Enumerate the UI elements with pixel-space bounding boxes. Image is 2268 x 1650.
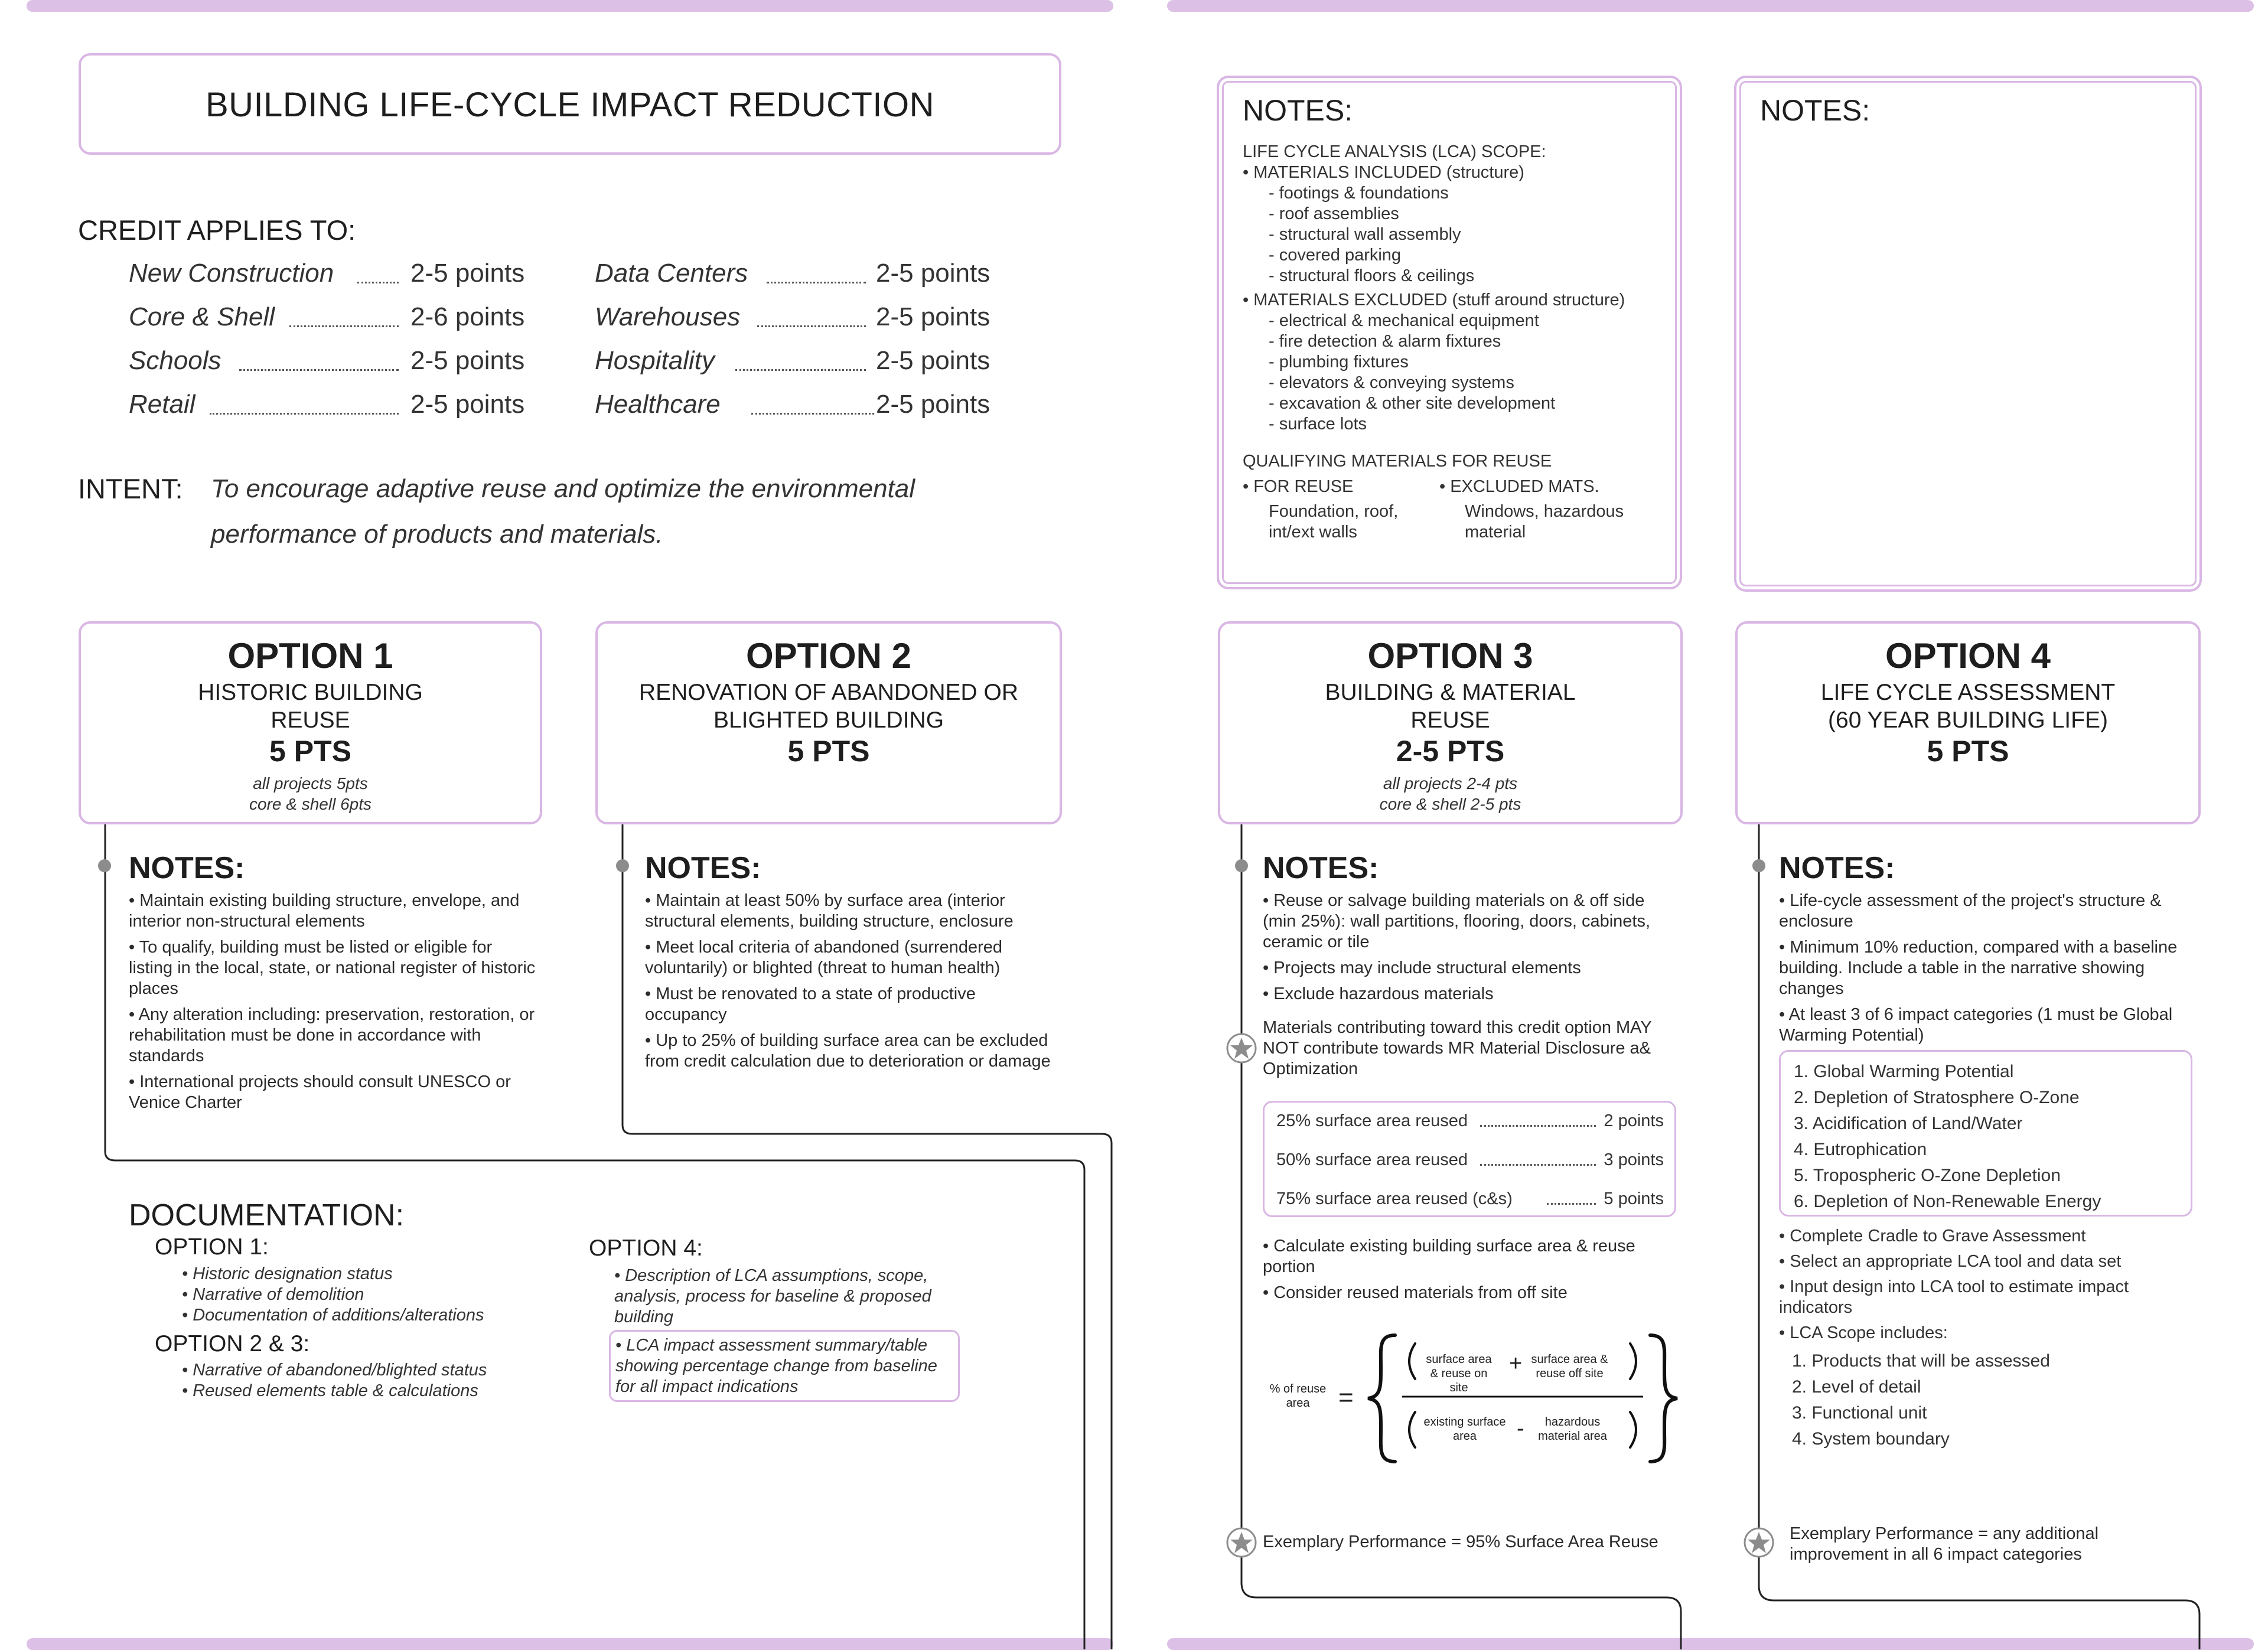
note-item: • Maintain existing building structure, envelope, and interior non-structural elements <box>129 891 520 931</box>
note-item: • Life-cycle assessment of the project's structure & enclosure <box>1779 891 2162 931</box>
project-type: Retail <box>129 390 195 419</box>
excluded-title: • MATERIALS EXCLUDED (stuff around structure) <box>1243 291 1625 309</box>
option-points-detail: all projects 2-4 pts <box>1383 774 1518 793</box>
option-heading: OPTION 4 <box>1885 636 2051 676</box>
formula-minus: - <box>1517 1416 1524 1441</box>
list-item: 3. Acidification of Land/Water <box>1794 1114 2023 1133</box>
option-3-notes-2 <box>1263 1236 1676 1309</box>
leader-dots <box>357 282 399 283</box>
formula-braces <box>1363 1331 1682 1466</box>
note-item: • Minimum 10% reduction, compared with a baseline building. Include a table in the narrative showing changes <box>1779 938 2178 998</box>
list-item: - surface lots <box>1269 415 1367 433</box>
project-type: Data Centers <box>595 259 748 288</box>
intent-label: INTENT: <box>78 473 183 504</box>
note-item: • At least 3 of 6 impact categories (1 must be Global Warming Potential) <box>1779 1005 2173 1045</box>
list-item: • Historic designation status <box>182 1264 393 1283</box>
list-item: 1. Products that will be assessed <box>1792 1351 2050 1371</box>
doc-option-4-highlight <box>609 1330 960 1402</box>
list-item: 2. Depletion of Stratosphere O-Zone <box>1794 1088 2080 1107</box>
page-title: BUILDING LIFE-CYCLE IMPACT REDUCTION <box>205 86 935 124</box>
list-item: 1. Global Warming Potential <box>1794 1062 2014 1081</box>
note-item: • Any alteration including: preservation, restoration, or rehabilitation must be done in accordance with standards <box>129 1005 535 1065</box>
exemplary-performance: Exemplary Performance = 95% Surface Area Reuse <box>1263 1532 1658 1551</box>
option-3-notes <box>1263 853 1664 1085</box>
option-heading: OPTION 1 <box>227 636 393 676</box>
leader-dots <box>757 325 866 327</box>
doc-option-23-label: OPTION 2 & 3: <box>155 1331 310 1356</box>
table-row: 25% surface area reused 2 points <box>1276 1111 1664 1130</box>
excluded-mats-text: Windows, hazardous material <box>1465 502 1624 542</box>
project-type: Schools <box>129 346 221 375</box>
list-item: - electrical & mechanical equipment <box>1269 311 1539 330</box>
note-item: • Consider reused materials from off site <box>1263 1283 1568 1302</box>
leader-dots <box>735 369 866 371</box>
list-item: 2. Level of detail <box>1792 1377 1921 1397</box>
doc-option-4-item: • Description of LCA assumptions, scope, analysis, process for baseline & proposed building <box>614 1266 931 1326</box>
doc-option-1-label: OPTION 1: <box>155 1234 269 1260</box>
note-item: • Reuse or salvage building materials on & off side (min 25%): wall partitions, flooring, doors, cabinets, ceramic or tile <box>1263 891 1651 951</box>
option-2-box <box>595 621 1062 824</box>
intent-line-2: performance of products and materials. <box>211 520 663 549</box>
option-subtitle: BLIGHTED BUILDING <box>713 707 944 733</box>
list-item: - structural floors & ceilings <box>1269 266 1475 285</box>
formula-lhs: % of reuse area <box>1269 1382 1327 1410</box>
project-points: 2-5 points <box>410 259 525 288</box>
notes-heading: NOTES: <box>645 851 761 885</box>
option-3-box <box>1218 621 1683 824</box>
note-item: • Complete Cradle to Grave Assessment <box>1779 1227 2086 1245</box>
project-points: 2-5 points <box>876 390 990 419</box>
project-type: Hospitality <box>595 346 715 375</box>
list-item: - footings & foundations <box>1269 184 1449 203</box>
leader-dots <box>767 282 866 283</box>
note-item: • LCA Scope includes: <box>1779 1323 1948 1342</box>
documentation-heading: DOCUMENTATION: <box>129 1198 405 1232</box>
list-item: 4. System boundary <box>1792 1429 1950 1449</box>
project-points: 2-5 points <box>876 259 990 288</box>
list-item: • Documentation of additions/alterations <box>182 1306 484 1325</box>
note-item: • Up to 25% of building surface area can be excluded from credit calculation due to deterioration or damage <box>645 1031 1051 1071</box>
list-item: 5. Tropospheric O-Zone Depletion <box>1794 1166 2061 1185</box>
option-3-points-table <box>1263 1101 1676 1217</box>
formula-denominator-a: existing surface area <box>1423 1416 1506 1443</box>
excluded-mats-label: • EXCLUDED MATS. <box>1439 477 1599 496</box>
leader-dots <box>210 413 399 415</box>
notes-heading: NOTES: <box>1779 851 1895 885</box>
option-subtitle: HISTORIC BUILDING <box>198 680 423 705</box>
list-item: - plumbing fixtures <box>1269 353 1409 371</box>
note-item: • Select an appropriate LCA tool and data set <box>1779 1252 2122 1271</box>
doc-option-4-item: • LCA impact assessment summary/table showing percentage change from baseline for all impact indications <box>615 1336 937 1396</box>
credit-applies-heading: CREDIT APPLIES TO: <box>78 214 356 246</box>
option-4-notes-2 <box>1779 1226 2192 1452</box>
intent-line-1: To encourage adaptive reuse and optimize the environmental <box>211 474 915 503</box>
option-points-detail: core & shell 6pts <box>249 795 372 813</box>
option-subtitle: BUILDING & MATERIAL <box>1325 680 1576 705</box>
note-item: • Maintain at least 50% by surface area (interior structural elements, building structure, enclosure <box>645 891 1014 931</box>
notes-heading: NOTES: <box>1760 94 1871 127</box>
star-note: Materials contributing toward this credit option MAY NOT contribute towards MR Material Disclosure a& Optimization <box>1263 1018 1652 1078</box>
table-row: 50% surface area reused 3 points <box>1276 1150 1664 1169</box>
project-points: 2-5 points <box>410 346 525 375</box>
list-item: - structural wall assembly <box>1269 225 1461 244</box>
note-item: • Must be renovated to a state of productive occupancy <box>645 984 976 1024</box>
formula-numerator-a: surface area & reuse on site <box>1426 1353 1492 1394</box>
project-points: 2-6 points <box>410 302 525 331</box>
option-points-detail: all projects 5pts <box>253 774 368 793</box>
note-item: • Input design into LCA tool to estimate impact indicators <box>1779 1277 2129 1317</box>
list-item: • Narrative of abandoned/blighted status <box>182 1361 487 1380</box>
note-item: • Meet local criteria of abandoned (surrendered voluntarily) or blighted (threat to human health) <box>645 938 1002 977</box>
formula-plus: + <box>1509 1351 1523 1376</box>
list-item: - elevators & conveying systems <box>1269 373 1514 392</box>
project-type: Healthcare <box>595 390 721 419</box>
option-subtitle: (60 YEAR BUILDING LIFE) <box>1828 707 2108 733</box>
list-item: • Narrative of demolition <box>182 1285 364 1304</box>
list-item: 4. Eutrophication <box>1794 1140 1927 1159</box>
option-subtitle: RENOVATION OF ABANDONED OR <box>638 680 1019 705</box>
list-item: - roof assemblies <box>1269 204 1399 223</box>
formula-numerator-b: surface area & reuse off site <box>1531 1353 1608 1380</box>
option-4-box <box>1735 621 2201 824</box>
note-item: • Exclude hazardous materials <box>1263 984 1494 1003</box>
list-item: • Reused elements table & calculations <box>182 1381 478 1400</box>
project-type: Core & Shell <box>129 302 275 331</box>
formula-equals: = <box>1338 1383 1354 1412</box>
notes-heading: NOTES: <box>129 851 245 885</box>
impact-categories-box <box>1779 1050 2192 1217</box>
option-4-notes <box>1779 853 2192 1051</box>
doc-option-1-list <box>182 1264 484 1326</box>
exemplary-performance: Exemplary Performance = any additional improvement in all 6 impact categories <box>1790 1524 2099 1564</box>
list-item: - excavation & other site development <box>1269 394 1556 413</box>
note-item: • Calculate existing building surface area & reuse portion <box>1263 1237 1635 1276</box>
doc-option-23-list <box>182 1360 487 1401</box>
option-points: 5 PTS <box>1927 735 2009 768</box>
for-reuse-label: • FOR REUSE <box>1243 477 1354 496</box>
project-type: New Construction <box>129 259 334 288</box>
notes-heading: NOTES: <box>1263 851 1379 885</box>
option-subtitle: REUSE <box>1410 707 1490 733</box>
option-heading: OPTION 3 <box>1367 636 1533 676</box>
option-subtitle: LIFE CYCLE ASSESSMENT <box>1820 680 2116 705</box>
note-item: • To qualify, building must be listed or eligible for listing in the local, state, or national register of historic places <box>129 938 536 998</box>
formula-denominator-b: hazardous material area <box>1538 1416 1607 1443</box>
scope-title: LIFE CYCLE ANALYSIS (LCA) SCOPE: <box>1243 142 1546 161</box>
list-item: - fire detection & alarm fixtures <box>1269 332 1501 351</box>
leader-dots <box>751 413 874 415</box>
notes-heading: NOTES: <box>1243 94 1353 127</box>
project-type: Warehouses <box>595 302 741 331</box>
list-item: 3. Functional unit <box>1792 1403 1927 1423</box>
title-box <box>79 53 1061 155</box>
leader-dots <box>289 325 399 327</box>
option-heading: OPTION 2 <box>745 636 912 676</box>
lca-scope-notes-box <box>1217 76 1682 589</box>
table-row: 75% surface area reused (c&s) 5 points <box>1276 1189 1664 1208</box>
option-2-notes <box>645 853 1058 1077</box>
leader-dots <box>239 369 399 371</box>
qualifying-title: QUALIFYING MATERIALS FOR REUSE <box>1243 452 1552 471</box>
option-1-notes <box>129 853 536 1119</box>
list-item: 6. Depletion of Non-Renewable Energy <box>1794 1192 2101 1211</box>
option-subtitle: REUSE <box>271 707 350 733</box>
list-item: - covered parking <box>1269 246 1402 265</box>
option-points-detail: core & shell 2-5 pts <box>1379 795 1521 813</box>
option-points: 5 PTS <box>269 735 351 768</box>
for-reuse-text: Foundation, roof, int/ext walls <box>1269 502 1399 542</box>
included-title: • MATERIALS INCLUDED (structure) <box>1243 163 1524 182</box>
project-points: 2-5 points <box>410 390 525 419</box>
option-points: 5 PTS <box>787 735 870 768</box>
note-item: • International projects should consult UNESCO or Venice Charter <box>129 1072 511 1112</box>
option-1-box <box>79 621 542 824</box>
blank-notes-box <box>1734 76 2202 592</box>
note-item: • Projects may include structural elements <box>1263 958 1581 977</box>
option-points: 2-5 PTS <box>1396 735 1505 768</box>
project-points: 2-5 points <box>876 346 990 375</box>
doc-option-4-label: OPTION 4: <box>589 1235 703 1261</box>
project-points: 2-5 points <box>876 302 990 331</box>
